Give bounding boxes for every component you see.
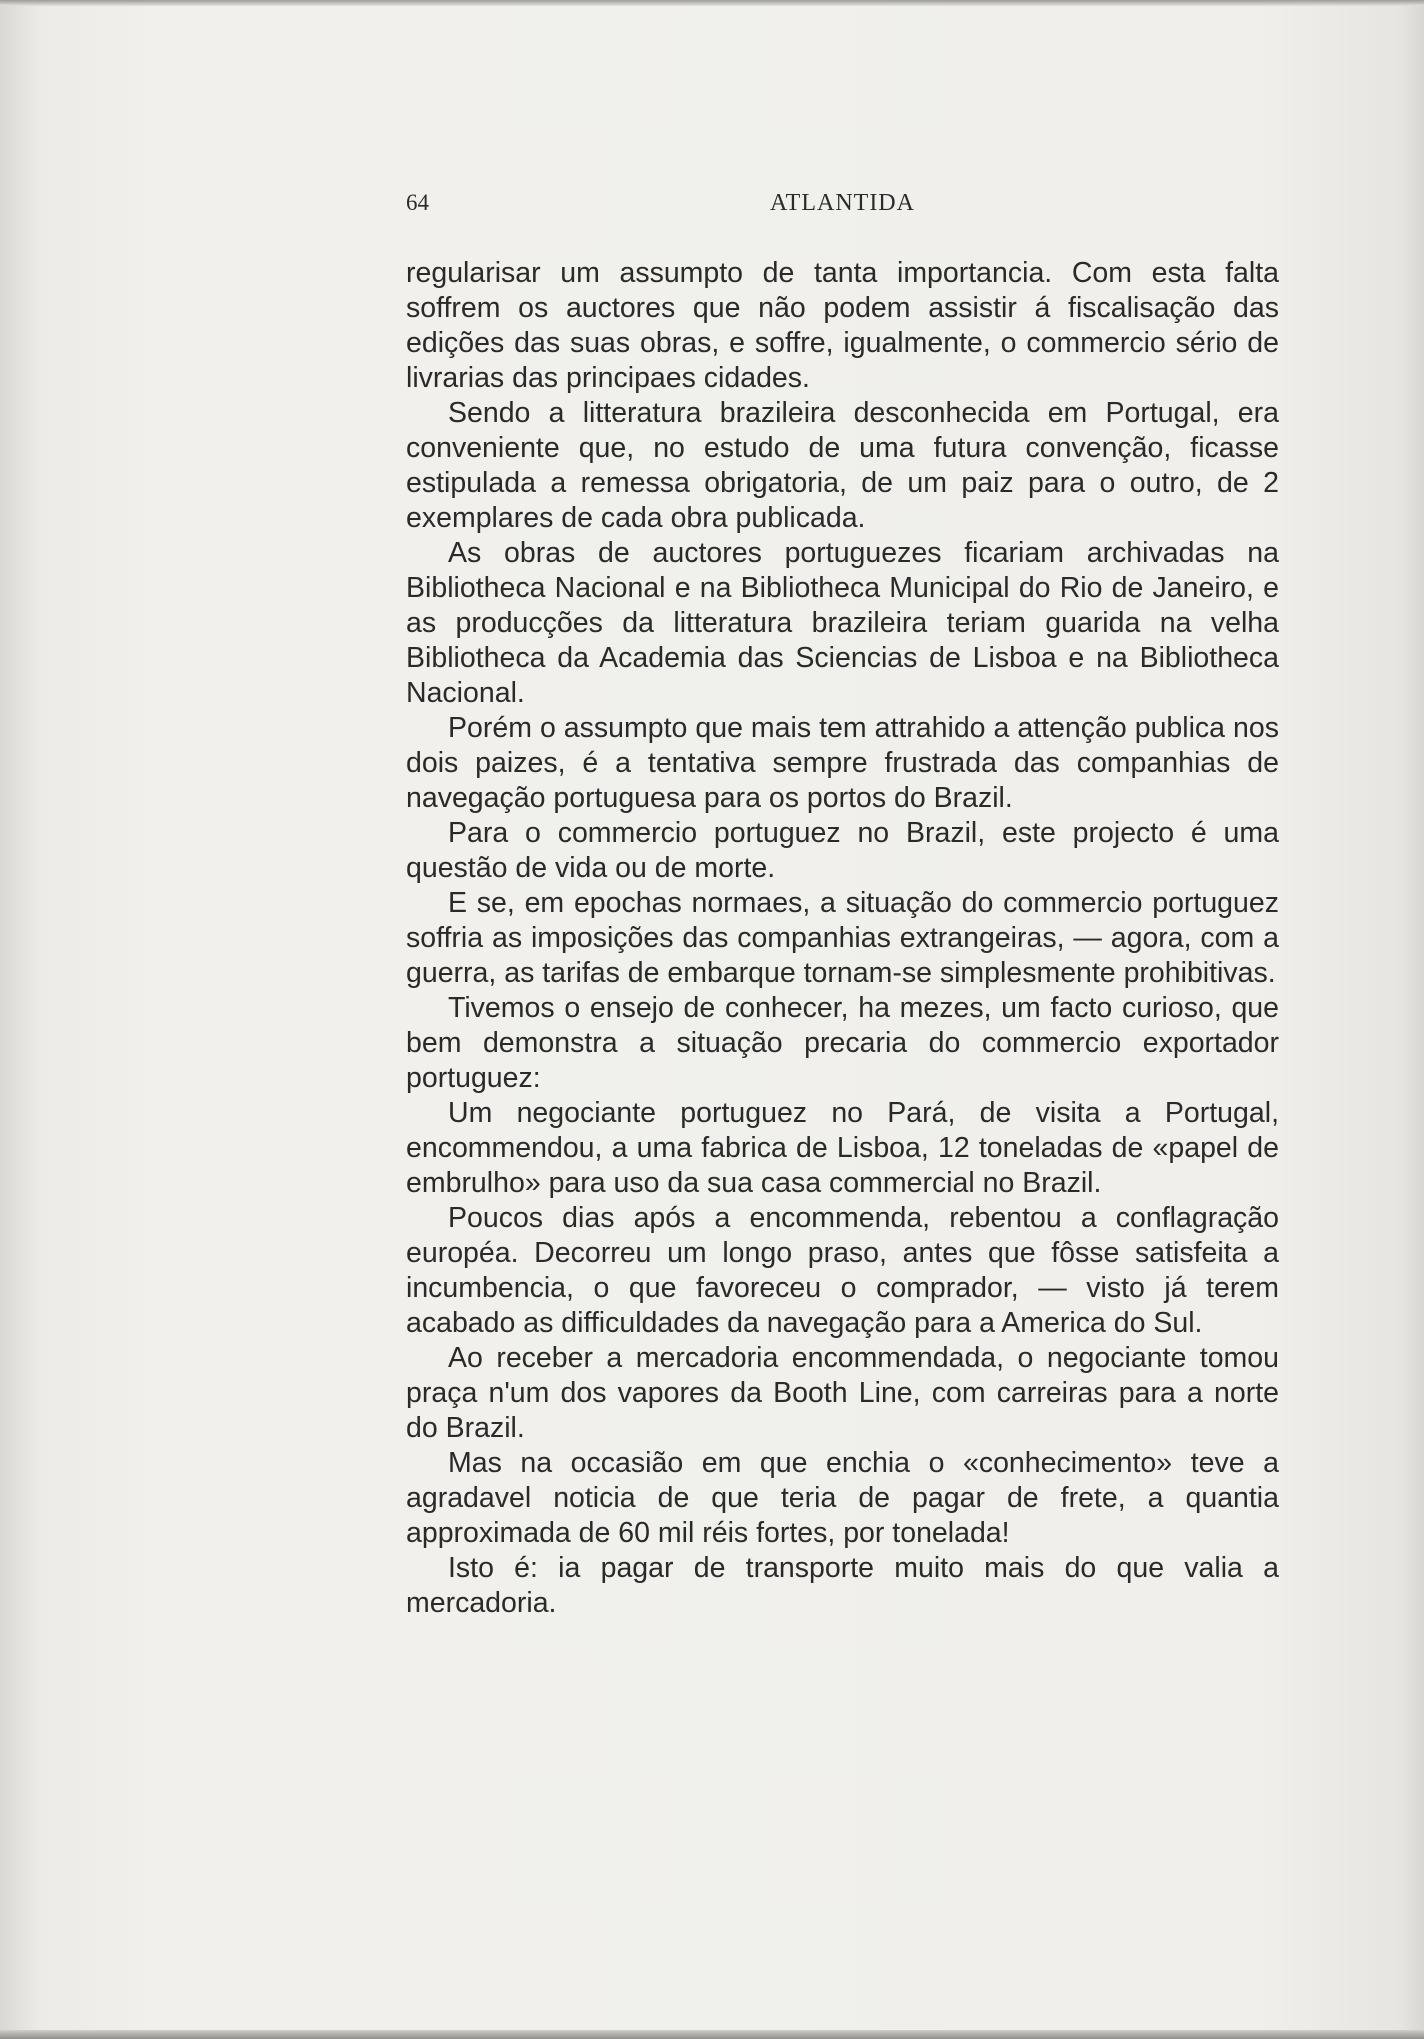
page-number: 64 xyxy=(406,190,429,215)
paragraph: Poucos dias após a encommenda, rebentou a conflagração européa. Decorreu um longo praso, antes que fôsse satisfeita a incumbencia, o que favoreceu o comprador, — visto já terem acabado as difficuldades da navegação para a America do Sul. xyxy=(406,1202,1279,1339)
paragraph: Porém o assumpto que mais tem attrahido a attenção publica nos dois paizes, é a tentativa sempre frustrada das companhias de navegação portuguesa para os portos do Brazil. xyxy=(406,712,1279,814)
paragraph: Tivemos o ensejo de conhecer, ha mezes, um facto curioso, que bem demonstra a situação precaria do commercio exportador portuguez: xyxy=(406,992,1279,1094)
paragraph: E se, em epochas normaes, a situação do commercio portuguez soffria as imposições das companhias extrangeiras, — agora, com a guerra, as tarifas de embarque tornam-se simplesmente prohibitivas. xyxy=(406,887,1279,989)
page-header xyxy=(406,190,1279,224)
paragraph: Isto é: ia pagar de transporte muito mais do que valia a mercadoria. xyxy=(406,1552,1279,1619)
page-bottom-edge xyxy=(0,2030,1424,2039)
paragraph: regularisar um assumpto de tanta importancia. Com esta falta soffrem os auctores que não podem assistir á fiscalisação das edições das suas obras, e soffre, igualmente, o commercio sério de livrarias das principaes cidades. xyxy=(406,257,1279,394)
paragraph: Para o commercio portuguez no Brazil, este projecto é uma questão de vida ou de morte. xyxy=(406,817,1279,884)
paragraph: Um negociante portuguez no Pará, de visita a Portugal, encommendou, a uma fabrica de Lisboa, 12 toneladas de «papel de embrulho» para uso da sua casa commercial no Brazil. xyxy=(406,1097,1279,1199)
paragraph: Mas na occasião em que enchia o «conhecimento» teve a agradavel noticia de que teria de pagar de frete, a quantia approximada de 60 mil réis fortes, por tonelada! xyxy=(406,1447,1279,1549)
body-text xyxy=(406,256,1279,1621)
page-top-edge xyxy=(0,0,1424,6)
paragraph: Ao receber a mercadoria encommendada, o negociante tomou praça n'um dos vapores da Booth Line, com carreiras para a norte do Brazil. xyxy=(406,1342,1279,1444)
running-title: ATLANTIDA xyxy=(770,190,915,216)
paragraph: Sendo a litteratura brazileira desconhecida em Portugal, era conveniente que, no estudo de uma futura convenção, ficasse estipulada a remessa obrigatoria, de um paiz para o outro, de 2 exemplares de cada obra publicada. xyxy=(406,397,1279,534)
paragraph: As obras de auctores portuguezes ficariam archivadas na Bibliotheca Nacional e na Bibliotheca Municipal do Rio de Janeiro, e as producções da litteratura brazileira teriam guarida na velha Bibliotheca da Academia das Sciencias de Lisboa e na Bibliotheca Nacional. xyxy=(406,537,1279,709)
